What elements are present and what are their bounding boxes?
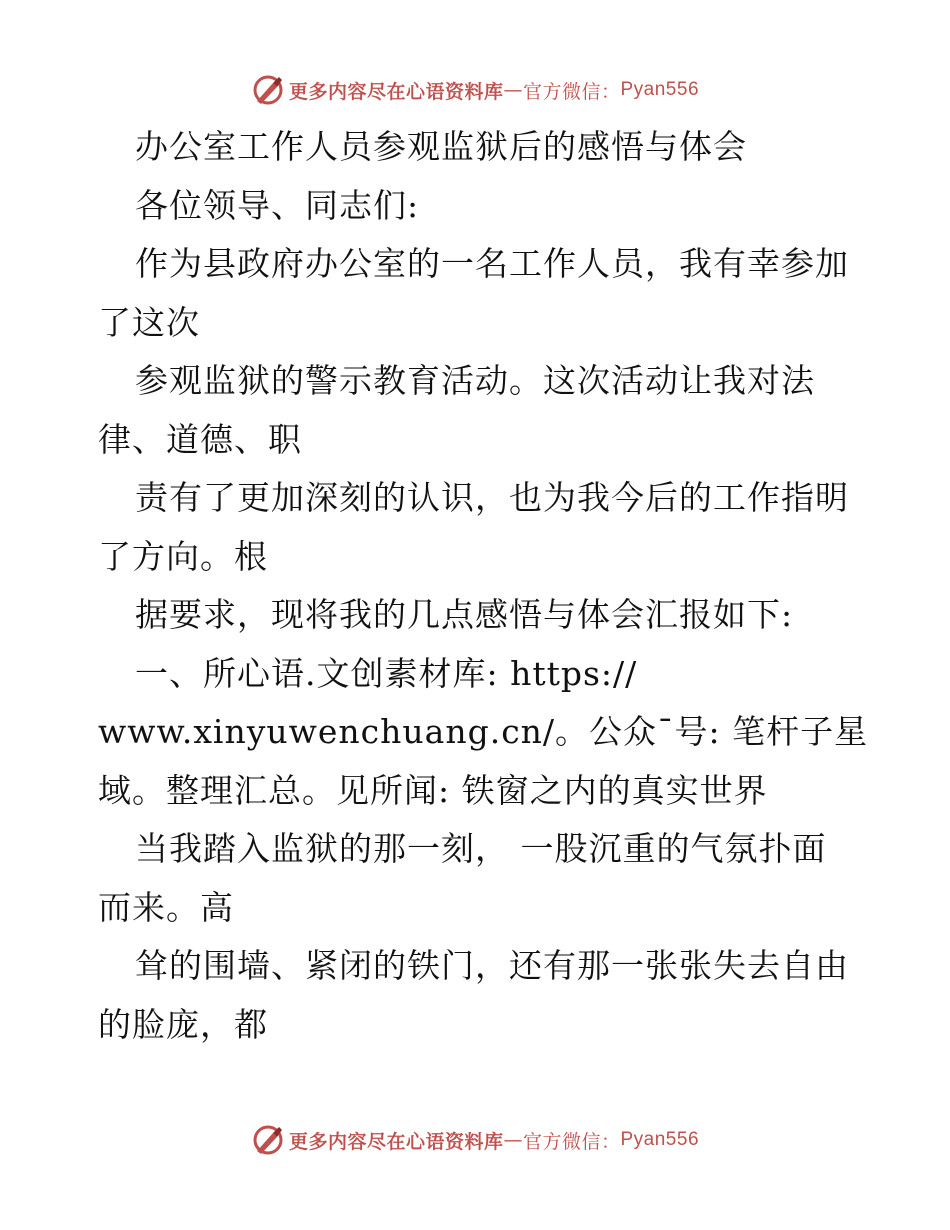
paragraph-line: 责有了更加深刻的认识，也为我今后的工作指明 (135, 478, 849, 517)
section-heading: 一、所心语.文创素材库: https:// (135, 653, 638, 693)
banner-wechat-label: 官方微信： (522, 80, 621, 103)
pen-logo-icon (251, 1123, 285, 1157)
paragraph-line: 的脸庞，都 (98, 1004, 268, 1044)
paragraph-line: 而来。高 (98, 887, 234, 927)
header-banner (0, 70, 950, 110)
paragraph-line: 律、道德、职 (98, 419, 302, 459)
paragraph-line: 域。整理汇总。见所闻: 铁窗之内的真实世界 (98, 770, 768, 810)
banner-wechat-id: Pyan556 (620, 1129, 700, 1150)
paragraph-line: 作为县政府办公室的一名工作人员，我有幸参加 (135, 244, 849, 283)
paragraph-line: 了方向。根 (98, 536, 268, 576)
paragraph-line: www.xinyuwenchuang.cn/。公众¯号: 笔杆子星 (98, 712, 869, 751)
document-title: 办公室工作人员参观监狱后的感悟与体会 (135, 127, 747, 166)
paragraph-line: 据要求，现将我的几点感悟与体会汇报如下: (135, 595, 794, 634)
document-body (98, 118, 869, 1054)
banner-dash: — (503, 1129, 523, 1151)
banner-dash: — (503, 79, 523, 101)
salutation: 各位领导、同志们: (135, 185, 420, 225)
paragraph-line: 耸的围墙、紧闭的铁门，还有那一张张失去自由 (135, 946, 849, 985)
paragraph-line: 当我踏入监狱的那一刻， 一股沉重的气氛扑面 (135, 829, 827, 868)
banner-promo-text: 更多内容尽在心语资料库 (288, 80, 504, 103)
banner-wechat-label: 官方微信： (522, 1130, 621, 1153)
paragraph-line: 了这次 (98, 302, 200, 342)
footer-banner (0, 1120, 950, 1160)
paragraph-line: 参观监狱的警示教育活动。这次活动让我对法 (135, 361, 815, 400)
pen-logo-icon (251, 73, 285, 107)
banner-wechat-id: Pyan556 (620, 79, 700, 100)
banner-promo-text: 更多内容尽在心语资料库 (288, 1130, 504, 1153)
